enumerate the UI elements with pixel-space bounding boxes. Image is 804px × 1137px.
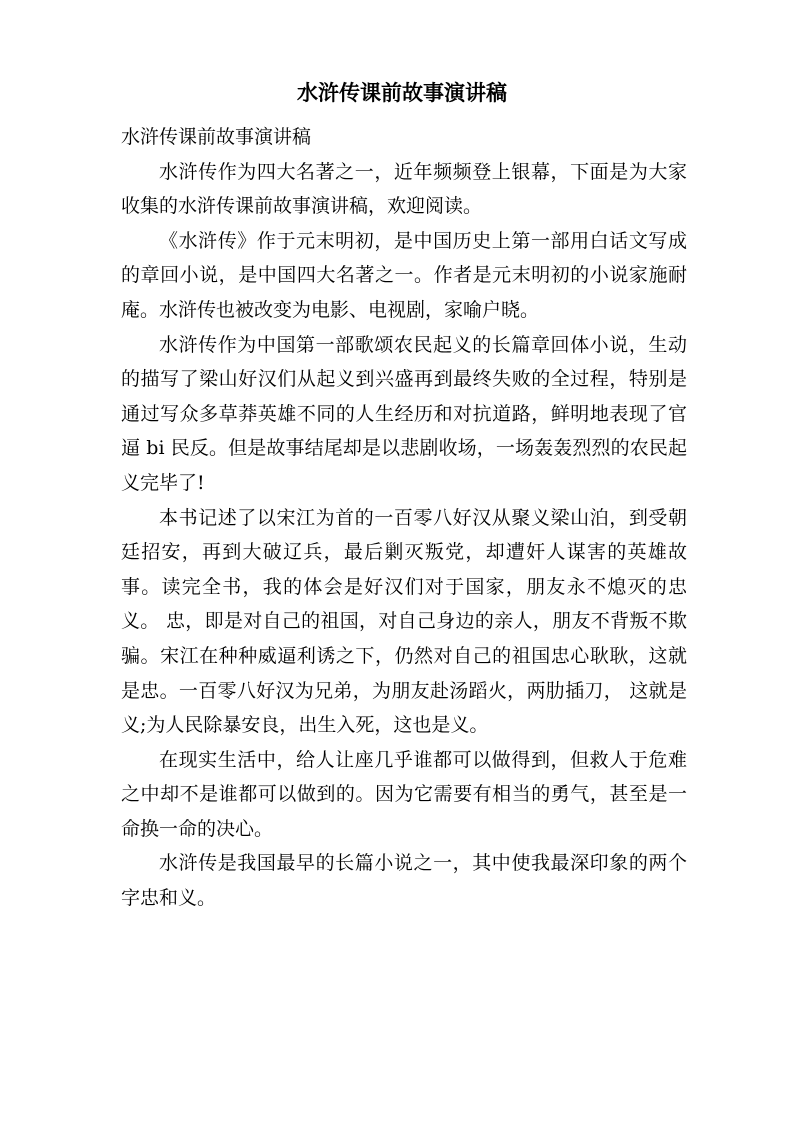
document-body	[121, 120, 687, 916]
intro-paragraph: 水浒传作为四大名著之一，近年频频登上银幕，下面是为大家收集的水浒传课前故事演讲稿，欢迎阅读。	[121, 160, 687, 218]
summary-paragraph: 水浒传作为中国第一部歌颂农民起义的长篇章回体小说，生动的描写了梁山好汉们从起义到兴盛再到最终失败的全过程，特别是通过写众多草莽英雄不同的人生经历和对抗道路，鲜明地表现了官逼 bi 民反。但是故事结尾却是以悲剧收场，一场轰轰烈烈的农民起义完毕了!	[121, 333, 687, 494]
document-title: 水浒传课前故事演讲稿	[297, 80, 507, 105]
conclusion-paragraph: 水浒传是我国最早的长篇小说之一，其中使我最深印象的两个字忠和义。	[121, 852, 687, 910]
subtitle-paragraph: 水浒传课前故事演讲稿	[121, 126, 312, 148]
reflection-paragraph: 本书记述了以宋江为首的一百零八好汉从聚义梁山泊，到受朝廷招安，再到大破辽兵，最后剿灭叛党，却遭奸人谋害的英雄故事。读完全书，我的体会是好汉们对于国家，朋友永不熄灭的忠义。 忠，即是对自己的祖国，对自己身边的亲人，朋友不背叛不欺骗。宋江在种种威逼利诱之下，仍然对自己的祖国忠心耿耿，这就是忠。一百零八好汉为兄弟，为朋友赴汤蹈火，两肋插刀， 这就是义;为人民除暴安良，出生入死，这也是义。	[121, 506, 687, 737]
background-paragraph: 《水浒传》作于元末明初，是中国历史上第一部用白话文写成的章回小说，是中国四大名著之一。作者是元末明初的小说家施耐庵。水浒传也被改变为电影、电视剧，家喻户晓。	[121, 229, 687, 321]
real-life-paragraph: 在现实生活中，给人让座几乎谁都可以做得到，但救人于危难之中却不是谁都可以做到的。因为它需要有相当的勇气，甚至是一命换一命的决心。	[121, 748, 687, 840]
